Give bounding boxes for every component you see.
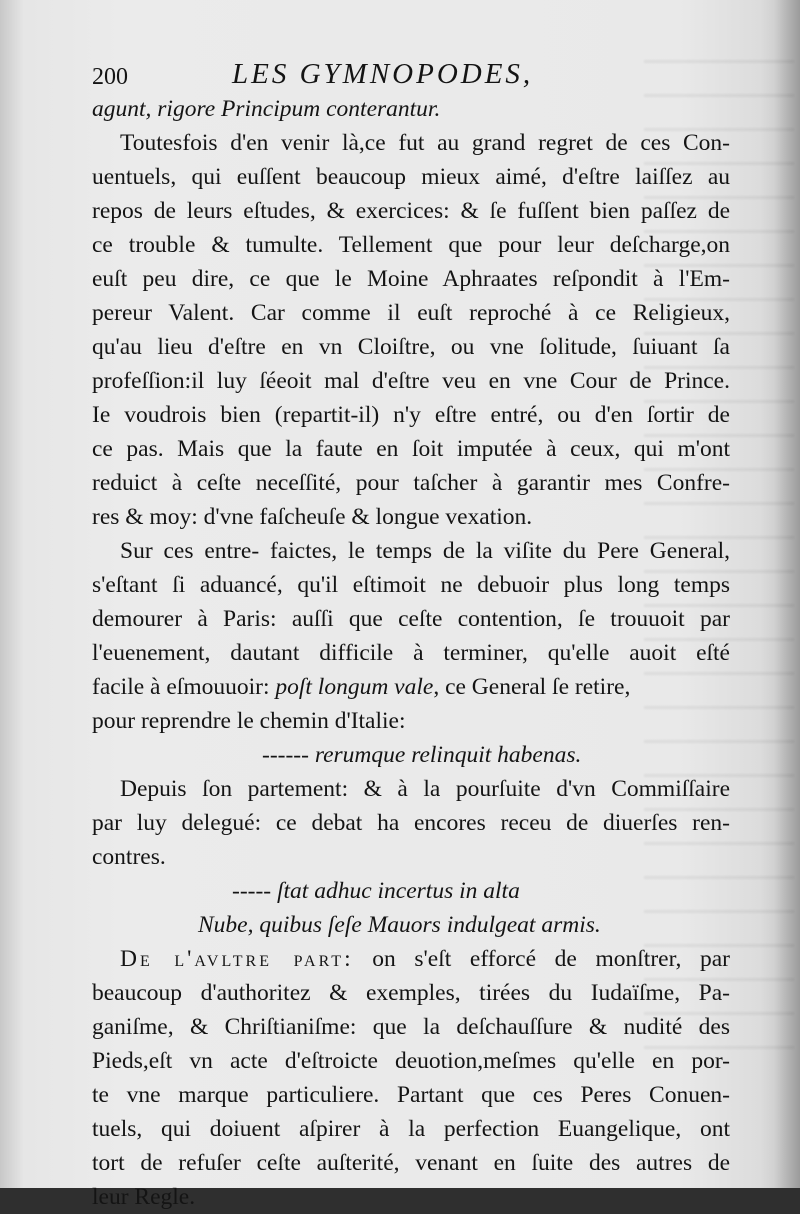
text-line: Sur ces entre- faictes, le temps de la viſite du Pere General, (120, 538, 730, 564)
latin-quotation: Nube, quibus ſeſe Mauors indulgeat armis. (198, 912, 601, 938)
running-head (92, 58, 730, 92)
text-line: reduict à ceſte neceſſité, pour taſcher à garantir mes Confre- (92, 470, 730, 496)
text-line: beaucoup d'authoritez & exemples, tirées du Iudaïſme, Pa- (92, 980, 730, 1006)
text-line: agunt, rigore Principum conterantur. (92, 96, 441, 122)
text-line: ce trouble & tumulte. Tellement que pour leur deſcharge,on (92, 232, 730, 258)
page-edge-shadow (774, 0, 800, 1188)
page-text-block (92, 58, 730, 1214)
text-line: s'eſtant ſi aduancé, qu'il eſtimoit ne debuoir plus long temps (92, 572, 730, 598)
text-line: l'euenement, dautant difficile à terminer, qu'elle auoit eſté (92, 640, 730, 666)
text-line: par luy delegué: ce debat ha encores receu de diuerſes ren- (92, 810, 730, 836)
text-line: contres. (92, 844, 166, 870)
text-line (92, 942, 730, 976)
text-line: uentuels, qui euſſent beaucoup mieux aimé, d'eſtre laiſſez au (92, 164, 730, 190)
text-line: Pieds,eſt vn acte d'eſtroicte deuotion,meſmes qu'elle en por- (92, 1048, 730, 1074)
text-fragment: facile à eſmouuoir: (92, 674, 270, 700)
text-line: ce pas. Mais que la faute en ſoit imputée à ceux, qui m'ont (92, 436, 730, 462)
text-line: repos de leurs eſtudes, & exercices: & ſe fuſſent bien paſſez de (92, 198, 730, 224)
running-title: LES GYMNOPODES, (232, 58, 534, 90)
text-line: Depuis ſon partement: & à la pourſuite d'vn Commiſſaire (120, 776, 730, 802)
text-line: tort de refuſer ceſte auſterité, venant en ſuite des autres de (92, 1150, 730, 1176)
page-number: 200 (92, 64, 128, 90)
text-fragment: , ce General ſe retire, (433, 674, 631, 700)
text-line: pour reprendre le chemin d'Italie: (92, 708, 406, 734)
text-line: Toutesfois d'en venir là,ce fut au grand regret de ces Con- (120, 130, 730, 156)
text-line: qu'au lieu d'eſtre en vn Cloiſtre, ou vne ſolitude, ſuiuant ſa (92, 334, 730, 360)
text-line: ganiſme, & Chriſtianiſme: que la deſchauſſure & nudité des (92, 1014, 730, 1040)
text-line: euſt peu dire, ce que le Moine Aphraates reſpondit à l'Em- (92, 266, 730, 292)
text-line: tuels, qui doiuent aſpirer à la perfection Euangelique, ont (92, 1116, 730, 1142)
text-line: te vne marque particuliere. Partant que ces Peres Conuen- (92, 1082, 730, 1108)
text-fragment: on s'eſt efforcé de monſtrer, par (372, 946, 730, 972)
text-line: pereur Valent. Car comme il euſt reproché à ce Religieux, (92, 300, 730, 326)
latin-quotation: ------ rerumque relinquit habenas. (262, 742, 582, 768)
text-line: profeſſion:il luy ſéeoit mal d'eſtre veu en vne Cour de Prince. (92, 368, 730, 394)
latin-quotation: ----- ſtat adhuc incertus in alta (232, 878, 520, 904)
text-line: Ie voudrois bien (repartit-il) n'y eſtre entré, ou d'en ſortir de (92, 402, 730, 428)
section-lead: De l'avltre part: (120, 946, 354, 972)
text-line: demourer à Paris: auſſi que ceſte contention, ſe trouuoit par (92, 606, 730, 632)
text-line: res & moy: d'vne faſcheuſe & longue vexation. (92, 504, 533, 530)
text-line: leur Regle. (92, 1184, 196, 1210)
latin-phrase: poſt longum vale (275, 674, 434, 700)
text-line (92, 670, 730, 704)
